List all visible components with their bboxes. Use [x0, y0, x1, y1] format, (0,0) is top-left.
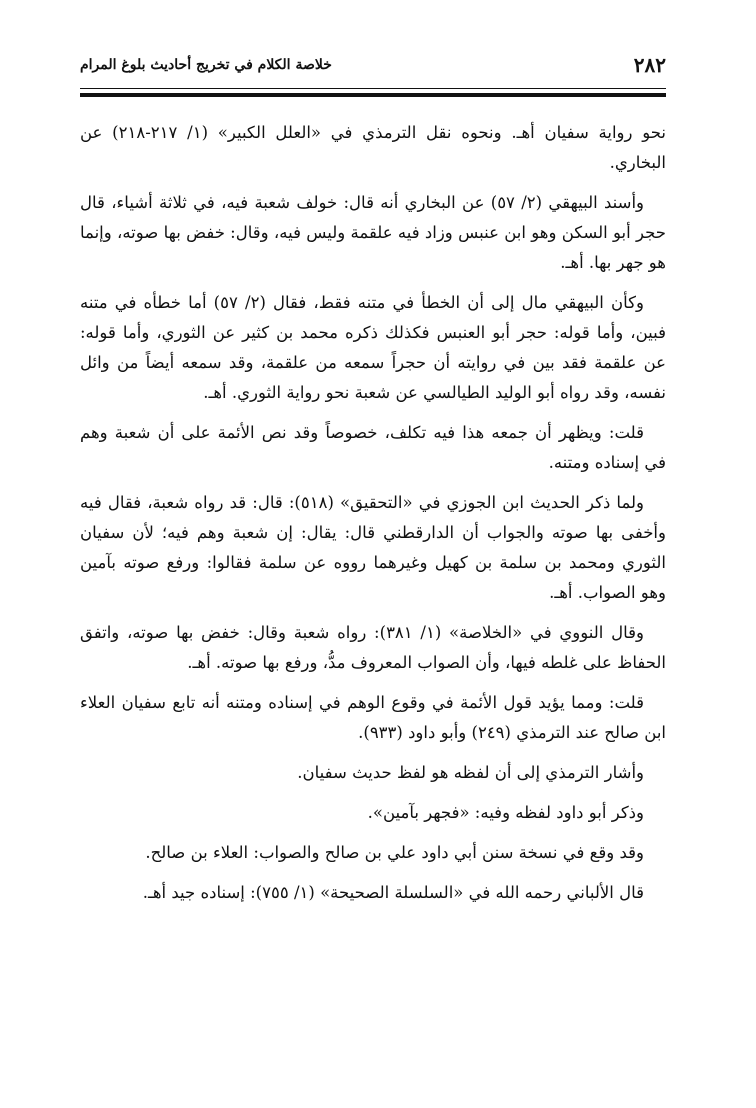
paragraph-10: وقد وقع في نسخة سنن أبي داود علي بن صالح والصواب: العلاء بن صالح.: [145, 843, 644, 862]
running-title: خلاصة الكلام في تخريج أحاديث بلوغ المرام: [80, 57, 332, 73]
paragraph-8: وأشار الترمذي إلى أن لفظه هو لفظ حديث سفيان.: [297, 763, 644, 782]
page-number: ٢٨٢: [633, 53, 666, 77]
paragraph-5: ولما ذكر الحديث ابن الجوزي في «التحقيق» (٥١٨): قال: قد رواه شعبة، فقال فيه وأخفى بها صوته والجواب أن الدارقطني قال: يقال: إن شعبة وهم فيه؛ لأن سفيان الثوري ومحمد بن سلمة بن كهيل وغيرهما رووه عن سلمة فقالوا: ورفع صوته بآمين وهو الصواب. أهـ.: [80, 493, 666, 602]
paragraph-11: قال الألباني رحمه الله في «السلسلة الصحيحة» (١/ ٧٥٥): إسناده جيد أهـ.: [142, 883, 644, 902]
page-body: [80, 118, 666, 918]
paragraph-6: وقال النووي في «الخلاصة» (١/ ٣٨١): رواه شعبة وقال: خفض بها صوته، واتفق الحفاظ على غلطه فيها، وأن الصواب المعروف مدُّ، ورفع بها صوته. أهـ.: [80, 623, 666, 672]
paragraph-3: وكأن البيهقي مال إلى أن الخطأ في متنه فقط، فقال (٢/ ٥٧) أما خطأه في متنه فبين، وأما قوله: حجر أبو العنبس فكذلك ذكره محمد بن كثير عن الثوري، وأما قوله: عن علقمة فقد بين في روايته أن حجراً سمعه من علقمة، وقد سمعه أيضاً من وائل نفسه، وقد رواه أبو الوليد الطيالسي عن شعبة نحو رواية الثوري. أهـ.: [80, 293, 666, 402]
paragraph-7: قلت: ومما يؤيد قول الأئمة في وقوع الوهم في إسناده ومتنه أنه تابع سفيان العلاء ابن صالح عند الترمذي (٢٤٩) وأبو داود (٩٣٣).: [80, 693, 666, 742]
paragraph-9: وذكر أبو داود لفظه وفيه: «فجهر بآمين».: [367, 803, 644, 822]
paragraph-2: وأسند البيهقي (٢/ ٥٧) عن البخاري أنه قال: خولف شعبة فيه، في ثلاثة أشياء، قال حجر أبو السكن وهو ابن عنبس وزاد فيه علقمة وليس فيه، وقال: خفض بها صوته، وإنما هو جهر بها. أهـ.: [80, 193, 666, 272]
header-rule-thin: [80, 88, 666, 89]
paragraph-1: نحو رواية سفيان أهـ. ونحوه نقل الترمذي في «العلل الكبير» (١/ ٢١٧-٢١٨) عن البخاري.: [80, 123, 667, 172]
paragraph-4: قلت: ويظهر أن جمعه هذا فيه تكلف، خصوصاً وقد نص الأئمة على أن شعبة وهم في إسناده ومتنه.: [80, 423, 666, 472]
page-header: [80, 50, 666, 80]
header-rule-thick: [80, 93, 666, 97]
